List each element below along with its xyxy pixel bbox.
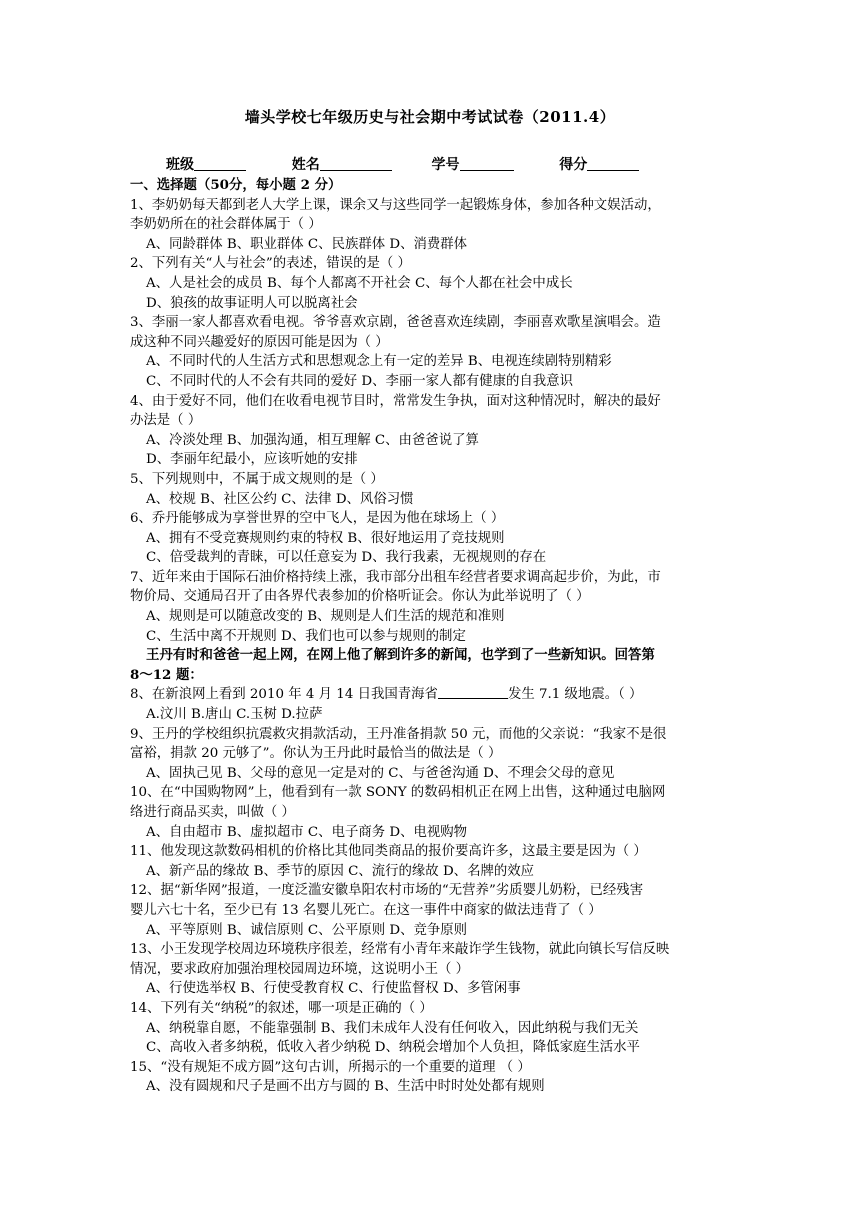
number-label: 学号 bbox=[431, 157, 460, 173]
exam-line bbox=[130, 215, 730, 235]
exam-line bbox=[130, 509, 730, 529]
line-text: C、生活中离不开规则 D、我们也可以参与规则的制定 bbox=[146, 628, 466, 644]
line-text: 5、下列规则中，不属于成文规则的是（ ） bbox=[130, 471, 384, 487]
exam-line bbox=[130, 705, 730, 725]
exam-line bbox=[130, 666, 730, 686]
line-text: 15、“没有规矩不成方圆”这句古训，所揭示的一个重要的道理 （ ） bbox=[130, 1059, 531, 1075]
name-blank[interactable] bbox=[320, 156, 392, 171]
exam-line bbox=[130, 196, 730, 216]
exam-line bbox=[130, 764, 730, 784]
line-text: 成这种不同兴趣爱好的原因可能是因为（ ） bbox=[130, 334, 389, 350]
line-text-after-blank: 发生 7.1 级地震。（ ） bbox=[507, 687, 643, 703]
exam-line bbox=[130, 568, 730, 588]
exam-line bbox=[130, 274, 730, 294]
exam-line bbox=[130, 431, 730, 451]
exam-line bbox=[130, 1077, 730, 1097]
line-text: A、人是社会的成员 B、每个人都离不开社会 C、每个人都在社会中成长 bbox=[146, 275, 573, 291]
exam-line bbox=[130, 313, 730, 333]
exam-line bbox=[130, 1038, 730, 1058]
exam-line bbox=[130, 979, 730, 999]
name-label: 姓名 bbox=[291, 157, 320, 173]
exam-line bbox=[130, 587, 730, 607]
exam-line bbox=[130, 823, 730, 843]
exam-line bbox=[130, 940, 730, 960]
line-text: A、不同时代的人生活方式和思想观念上有一定的差异 B、电视连续剧特别精彩 bbox=[146, 354, 612, 370]
exam-line bbox=[130, 921, 730, 941]
line-text: 李奶奶所在的社会群体属于（ ） bbox=[130, 217, 322, 233]
line-text: A、固执己见 B、父母的意见一定是对的 C、与爸爸沟通 D、不理会父母的意见 bbox=[146, 765, 615, 781]
line-text: C、不同时代的人不会有共同的爱好 D、李丽一家人都有健康的自我意识 bbox=[146, 373, 573, 389]
exam-line bbox=[130, 176, 730, 196]
line-text: 10、在“中国购物网”上，他看到有一款 SONY 的数码相机正在网上出售，这种通过电脑网 bbox=[130, 785, 666, 801]
line-text: A.汶川 B.唐山 C.玉树 D.拉萨 bbox=[146, 707, 323, 723]
exam-title: 墙头学校七年级历史与社会期中考试试卷（2011.4） bbox=[244, 108, 616, 126]
exam-line bbox=[130, 235, 730, 255]
line-text: 3、李丽一家人都喜欢看电视。爷爷喜欢京剧，爸爸喜欢连续剧，李丽喜欢歌星演唱会。造 bbox=[130, 315, 661, 331]
line-text: 2、下列有关“人与社会”的表述，错误的是（ ） bbox=[130, 256, 411, 272]
line-text: A、拥有不受竞赛规则约束的特权 B、很好地运用了竞技规则 bbox=[146, 530, 505, 546]
exam-line bbox=[130, 333, 730, 353]
line-text: A、自由超市 B、虚拟超市 C、电子商务 D、电视购物 bbox=[146, 824, 468, 840]
exam-line bbox=[130, 372, 730, 392]
exam-line bbox=[130, 646, 730, 666]
exam-line bbox=[130, 254, 730, 274]
exam-line bbox=[130, 881, 730, 901]
score-blank[interactable] bbox=[587, 156, 639, 171]
line-text: 1、李奶奶每天都到老人大学上课，课余又与这些同学一起锻炼身体，参加各种文娱活动， bbox=[130, 197, 661, 213]
line-text: A、行使选举权 B、行使受教育权 C、行使监督权 D、多管闲事 bbox=[146, 981, 521, 997]
answer-blank[interactable] bbox=[438, 685, 508, 699]
exam-line bbox=[130, 862, 730, 882]
exam-line bbox=[130, 607, 730, 627]
line-text: C、倍受裁判的青睐，可以任意妄为 D、我行我素，无视规则的存在 bbox=[146, 550, 547, 566]
line-text: 12、据“新华网”报道，一度泛滥安徽阜阳农村市场的“无营养”劣质婴儿奶粉，已经残害 bbox=[130, 883, 644, 899]
line-text: A、同龄群体 B、职业群体 C、民族群体 D、消费群体 bbox=[146, 236, 468, 252]
line-text: 13、小王发现学校周边环境秩序很差，经常有小青年来敲诈学生钱物，就此向镇长写信反映 bbox=[130, 942, 670, 958]
line-text: 婴儿六七十名，至少已有 13 名婴儿死亡。在这一事件中商家的做法违背了（ ） bbox=[130, 902, 602, 918]
number-blank[interactable] bbox=[460, 156, 514, 171]
line-text: 王丹有时和爸爸一起上网，在网上他了解到许多的新闻，也学到了一些新知识。回答第 bbox=[146, 647, 655, 664]
exam-line bbox=[130, 744, 730, 764]
line-text: A、纳税靠自愿，不能靠强制 B、我们未成年人没有任何收入，因此纳税与我们无关 bbox=[146, 1020, 639, 1036]
line-text: 9、王丹的学校组织抗震救灾捐款活动，王丹准备捐款 50 元，而他的父亲说：“我家不是很 bbox=[130, 726, 667, 742]
line-text: D、李丽年纪最小，应该听她的安排 bbox=[146, 452, 358, 468]
exam-line bbox=[130, 1019, 730, 1039]
exam-line bbox=[130, 803, 730, 823]
line-text: 6、乔丹能够成为享誉世界的空中飞人，是因为他在球场上（ ） bbox=[130, 511, 505, 527]
student-info-row bbox=[166, 154, 639, 174]
line-text: A、平等原则 B、诚信原则 C、公平原则 D、竞争原则 bbox=[146, 922, 468, 938]
line-text: 富裕，捐款 20 元够了”。你认为王丹此时最恰当的做法是（ ） bbox=[130, 746, 502, 762]
line-text: 物价局、交通局召开了由各界代表参加的价格听证会。你认为此举说明了（ ） bbox=[130, 589, 590, 605]
exam-line bbox=[130, 529, 730, 549]
exam-line bbox=[130, 450, 730, 470]
line-text: 14、下列有关“纳税”的叙述，哪一项是正确的（ ） bbox=[130, 1000, 433, 1016]
exam-line bbox=[130, 685, 730, 705]
line-text: D、狼孩的故事证明人可以脱离社会 bbox=[146, 295, 358, 311]
exam-line bbox=[130, 548, 730, 568]
question-list bbox=[130, 176, 730, 1097]
line-text: 8～12 题： bbox=[130, 666, 203, 683]
line-text: A、规则是可以随意改变的 B、规则是人们生活的规范和准则 bbox=[146, 609, 505, 625]
score-label: 得分 bbox=[559, 157, 588, 173]
exam-line bbox=[130, 783, 730, 803]
class-label: 班级 bbox=[166, 157, 194, 173]
line-text: A、新产品的缘故 B、季节的原因 C、流行的缘故 D、名牌的效应 bbox=[146, 863, 535, 879]
exam-line bbox=[130, 294, 730, 314]
line-text: 7、近年来由于国际石油价格持续上涨，我市部分出租车经营者要求调高起步价，为此，市 bbox=[130, 569, 661, 585]
line-text: 8、在新浪网上看到 2010 年 4 月 14 日我国青海省 bbox=[130, 687, 438, 703]
exam-line bbox=[130, 999, 730, 1019]
line-text: 一、选择题（50分，每小题 2 分） bbox=[130, 177, 342, 193]
exam-line bbox=[130, 411, 730, 431]
class-blank[interactable] bbox=[194, 156, 246, 171]
exam-line bbox=[130, 960, 730, 980]
line-text: A、校规 B、社区公约 C、法律 D、风俗习惯 bbox=[146, 491, 414, 507]
exam-line bbox=[130, 1058, 730, 1078]
line-text: 情况，要求政府加强治理校园周边环境，这说明小王（ ） bbox=[130, 961, 470, 977]
line-text: 11、他发现这款数码相机的价格比其他同类商品的报价要高许多，这最主要是因为（ ） bbox=[130, 844, 647, 860]
exam-line bbox=[130, 470, 730, 490]
line-text: C、高收入者多纳税，低收入者少纳税 D、纳税会增加个人负担，降低家庭生活水平 bbox=[146, 1040, 640, 1056]
exam-line bbox=[130, 842, 730, 862]
exam-line bbox=[130, 352, 730, 372]
line-text: A、没有圆规和尺子是画不出方与圆的 B、生活中时时处处都有规则 bbox=[146, 1079, 545, 1095]
exam-line bbox=[130, 627, 730, 647]
line-text: 4、由于爱好不同，他们在收看电视节目时，常常发生争执，面对这种情况时，解决的最好 bbox=[130, 393, 661, 409]
exam-line bbox=[130, 725, 730, 745]
line-text: A、冷淡处理 B、加强沟通，相互理解 C、由爸爸说了算 bbox=[146, 432, 479, 448]
exam-line bbox=[130, 392, 730, 412]
exam-line bbox=[130, 490, 730, 510]
line-text: 办法是（ ） bbox=[130, 413, 202, 429]
line-text: 络进行商品买卖，叫做（ ） bbox=[130, 805, 295, 820]
exam-line bbox=[130, 901, 730, 921]
